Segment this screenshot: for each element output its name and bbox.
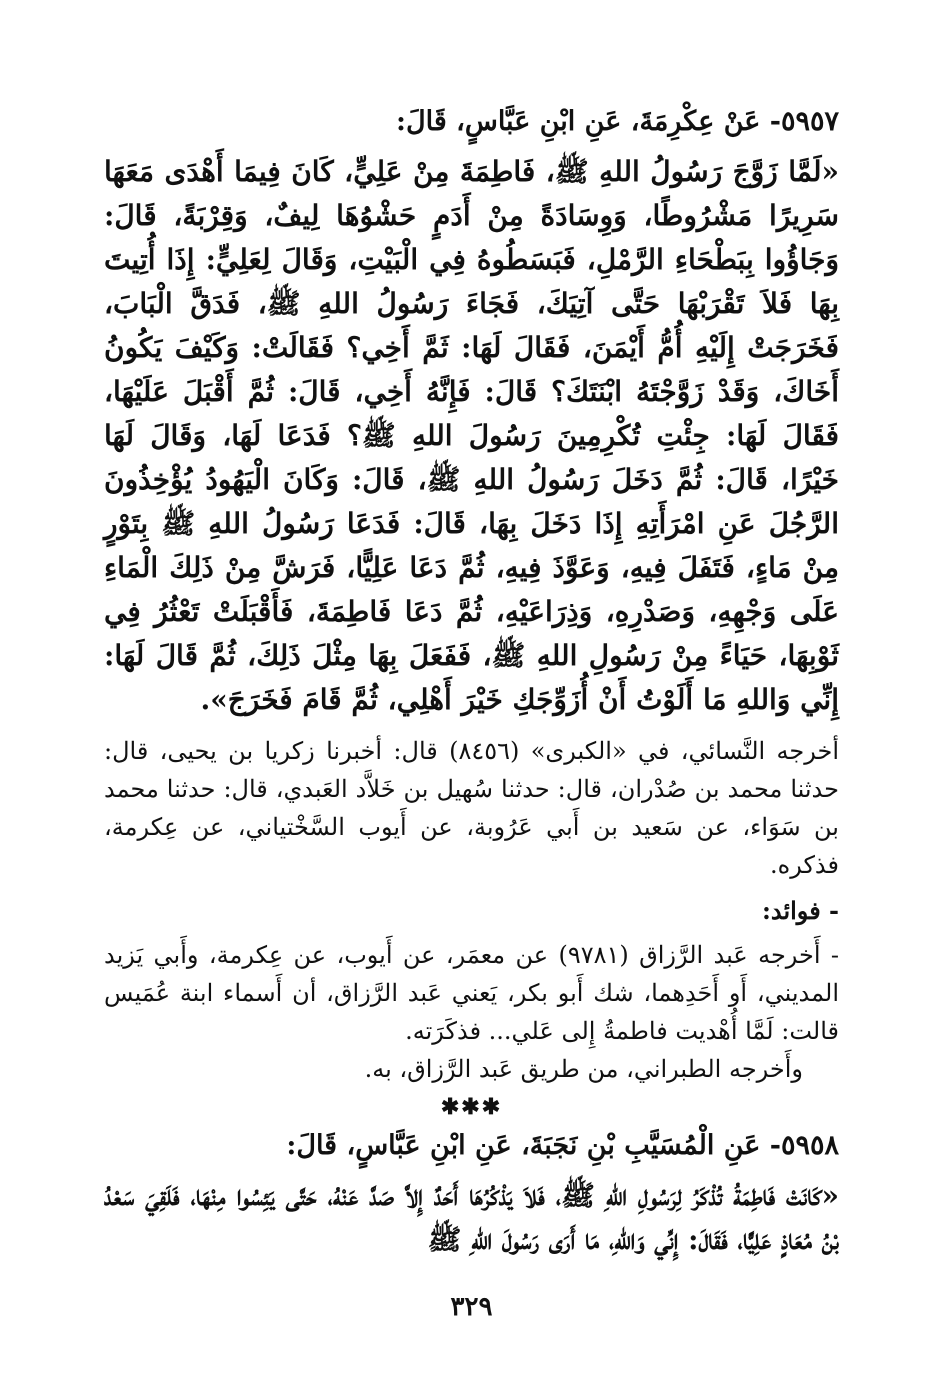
page-number: ٣٢٩ bbox=[450, 1292, 493, 1322]
book-page bbox=[104, 104, 839, 1262]
hadith-5957-text: «لَمَّا زَوَّجَ رَسُولُ اللهِ ﷺ، فَاطِمَةَ مِنْ عَلِيٍّ، كَانَ فِيمَا أَهْدَى مَعَهَا سَرِيرًا مَشْرُوطًا، وَوِسَادَةً مِنْ أَدَمٍ حَشْوُهَا لِيفٌ، وَقِرْبَةً، قَالَ: وَجَاؤُوا بِبَطْحَاءِ الرَّمْلِ، فَبَسَطُوهُ فِي الْبَيْتِ، وَقَالَ لِعَلِيٍّ: إِذَا أُتِيتَ بِهَا فَلاَ تَقْرَبْهَا حَتَّى آتِيَكَ، فَجَاءَ رَسُولُ اللهِ ﷺ، فَدَقَّ الْبَابَ، فَخَرَجَتْ إِلَيْهِ أُمُّ أَيْمَنَ، فَقَالَ لَهَا: ثَمَّ أَخِي؟ فَقَالَتْ: وَكَيْفَ يَكُونُ أَخَاكَ، وَقَدْ زَوَّجْتَهُ ابْنَتَكَ؟ قَالَ: فَإِنَّهُ أَخِي، قَالَ: ثُمَّ أَقْبَلَ عَلَيْهَا، فَقَالَ لَهَا: جِئْتِ تُكْرِمِينَ رَسُولَ اللهِ ﷺ؟ فَدَعَا لَهَا، وَقَالَ لَهَا خَيْرًا، قَالَ: ثُمَّ دَخَلَ رَسُولُ اللهِ ﷺ، قَالَ: وَكَانَ الْيَهُودُ يُؤْخِذُونَ الرَّجُلَ عَنِ امْرَأَتِهِ إِذَا دَخَلَ بِهَا، قَالَ: فَدَعَا رَسُولُ اللهِ ﷺ بِتَوْرٍ مِنْ مَاءٍ، فَتَفَلَ فِيهِ، وَعَوَّذَ فِيهِ، ثُمَّ دَعَا عَلِيًّا، فَرَشَّ مِنْ ذَلِكَ الْمَاءِ عَلَى وَجْهِهِ، وَصَدْرِهِ، وَذِرَاعَيْهِ، ثُمَّ دَعَا فَاطِمَةَ، فَأَقْبَلَتْ تَعْثُرُ فِي ثَوْبِهَا، حَيَاءً مِنْ رَسُولِ اللهِ ﷺ، فَفَعَلَ بِهَا مِثْلَ ذَلِكَ، ثُمَّ قَالَ لَهَا: إِنِّي وَاللهِ مَا أَلَوْتُ أَنْ أُزَوِّجَكِ خَيْرَ أَهْلِي، ثُمَّ قَامَ فَخَرَجَ». bbox=[104, 155, 839, 716]
hadith-5957-heading: ٥٩٥٧- عَنْ عِكْرِمَةَ، عَنِ ابْنِ عَبَّاسٍ، قَالَ: bbox=[396, 106, 839, 137]
hadith-5958-text: «كَانَتْ فَاطِمَةُ تُذْكَرُ لِرَسُولِ اللهِ ﷺ، فَلاَ يَذْكُرُهَا أَحَدٌ إِلاَّ صَدَّ عَنْهُ، حَتَّى يَئِسُوا مِنْهَا، فَلَقِيَ سَعْدُ بْنُ مُعَاذٍ عَلِيًّا، فَقَالَ: إِنِّي وَاللهِ، مَا أَرَى رَسُولَ اللهِ ﷺ bbox=[104, 1179, 839, 1256]
fawaid-paragraph-2: وأَخرجه الطبراني، من طريق عَبد الرَّزاق، به. bbox=[364, 1055, 803, 1083]
section-separator: ✱✱✱ bbox=[440, 1094, 503, 1120]
hadith-5957-takhrij: أخرجه النَّسائي، في «الكبرى» (٨٤٥٦) قال: أخبرنا زكريا بن يحيى، قال: حدثنا محمد بن صُدْران، قال: حدثنا سُهيل بن خَلاَّد العَبدي، قال: حدثنا محمد بن سَوَاء، عن سَعيد بن أَبي عَرُوبة، عن أَيوب السَّخْتياني، عن عِكرمة، فذكره. bbox=[104, 737, 839, 879]
fawaid-title: - فوائد: bbox=[762, 896, 839, 925]
fawaid-paragraph-1: - أَخرجه عَبد الرَّزاق (٩٧٨١) عن معمَر، عن أَيوب، عن عِكرمة، وأَبي يَزيد المديني، أَو أَحَدِهما، شك أَبو بكر، يَعني عَبد الرَّزاق، أن أَسماء ابنة عُمَيس قالت: لَمَّا أُهْديت فاطمةُ إِلى عَلي... فذكَرَته. bbox=[104, 941, 839, 1045]
hadith-5958-heading: ٥٩٥٨- عَنِ الْمُسَيَّبِ بْنِ نَجَبَةَ، عَنِ ابْنِ عَبَّاسٍ، قَالَ: bbox=[286, 1130, 839, 1161]
